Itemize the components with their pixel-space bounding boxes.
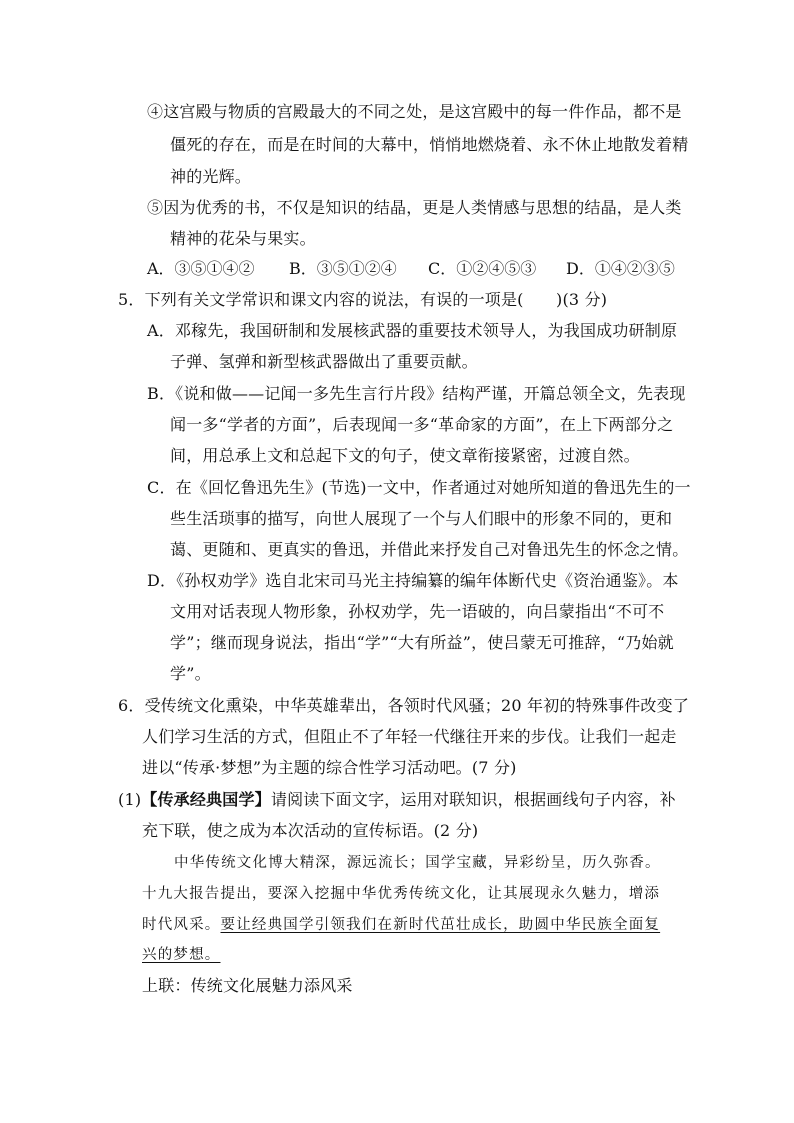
q4-item4-line2: 僵死的存在，而是在时间的大幕中，悄悄地燃烧着、永不休止地散发着精: [170, 135, 689, 154]
q5-a-line1: A．邓稼先，我国研制和发展核武器的重要技术领导人，为我国成功研制原: [147, 321, 678, 340]
q5-c-line2: 些生活琐事的描写，向世人展现了一个与人们眼中的形象不同的，更和: [170, 509, 673, 528]
q6-sub1-line2: 充下联，使之成为本次活动的宣传标语。(2 分): [142, 821, 479, 840]
q5-c-line1: C．在《回忆鲁迅先生》(节选)一文中，作者通过对她所知道的鲁迅先生的一: [147, 478, 691, 497]
q6-passage-line3-plain: 时代风采。: [142, 917, 221, 933]
q6-sub1-heading: 【传承经典国学】: [141, 790, 271, 809]
q6-passage-line3: [142, 915, 660, 935]
q5-c-line3: 蔼、更随和、更真实的鲁迅，并借此来抒发自己对鲁迅先生的怀念之情。: [170, 540, 689, 559]
q4-option-b: B．③⑤①②④: [289, 259, 397, 278]
q5-b-line2: 闻一多“学者的方面”，后表现闻一多“革命家的方面”，在上下两部分之: [170, 415, 674, 434]
q6-couplet-upper: 上联：传统文化展魅力添风采: [142, 976, 353, 995]
q4-item4-line3: 神的光辉。: [170, 167, 252, 186]
q6-stem-line3: 进以“传承·梦想”为主题的综合性学习活动吧。(7 分): [142, 758, 517, 777]
q5-a-line2: 子弹、氢弹和新型核武器做出了重要贡献。: [170, 352, 478, 371]
q6-sub1-instruction: 请阅读下面文字，运用对联知识，根据画线句子内容，补: [270, 790, 676, 809]
q6-sub1-line1: [118, 790, 676, 810]
q5-stem: 5．下列有关文学常识和课文内容的说法，有误的一项是( )(3 分): [118, 290, 608, 309]
q4-option-c: C．①②④⑤③: [428, 259, 537, 278]
q6-sub1-number: (1): [118, 790, 142, 809]
q6-passage-line4: [142, 945, 221, 965]
q4-option-d: D．①④②③⑤: [566, 259, 675, 278]
q6-stem-line2: 人们学习生活的方式，但阻止不了年轻一代继往开来的步伐。让我们一起走: [142, 727, 677, 746]
q6-passage-underlined-sentence-end: 兴的梦想。: [142, 947, 221, 963]
q5-d-line3: 学”；继而现身说法，指出“学”“大有所益”，使吕蒙无可推辞，“乃始就: [170, 633, 674, 652]
q5-d-line2: 文用对话表现人物形象，孙权劝学，先一语破的，向吕蒙指出“不可不: [170, 602, 665, 621]
q5-b-line3: 间，用总承上文和总起下文的句子，使文章衔接紧密，过渡自然。: [170, 446, 640, 465]
q4-item5-line2: 精神的花朵与果实。: [170, 229, 316, 248]
q5-b-line1: B．《说和做——记闻一多先生言行片段》结构严谨，开篇总领全文，先表现: [147, 384, 686, 403]
q4-item5-line1: ⑤因为优秀的书，不仅是知识的结晶，更是人类情感与思想的结晶，是人类: [147, 198, 682, 217]
q5-d-line1: D．《孙权劝学》选自北宋司马光主持编纂的编年体断代史《资治通鉴》。本: [147, 571, 679, 590]
q6-stem-line1: 6．受传统文化熏染，中华英雄辈出，各领时代风骚；20 年初的特殊事件改变了: [118, 696, 690, 715]
q6-passage-line2: 十九大报告提出，要深入挖掘中华优秀传统文化，让其展现永久魅力，增添: [142, 886, 661, 902]
q4-option-a: A．③⑤①④②: [147, 259, 255, 278]
q4-item4-line1: ④这宫殿与物质的宫殿最大的不同之处，是这宫殿中的每一件作品，都不是: [147, 102, 682, 121]
q5-d-line4: 学”。: [170, 664, 211, 683]
q6-passage-line1: 中华传统文化博大精深，源远流长；国学宝藏，异彩纷呈，历久弥香。: [174, 855, 661, 871]
q6-passage-underlined-sentence: 要让经典国学引领我们在新时代茁壮成长，助圆中华民族全面复: [220, 917, 661, 933]
